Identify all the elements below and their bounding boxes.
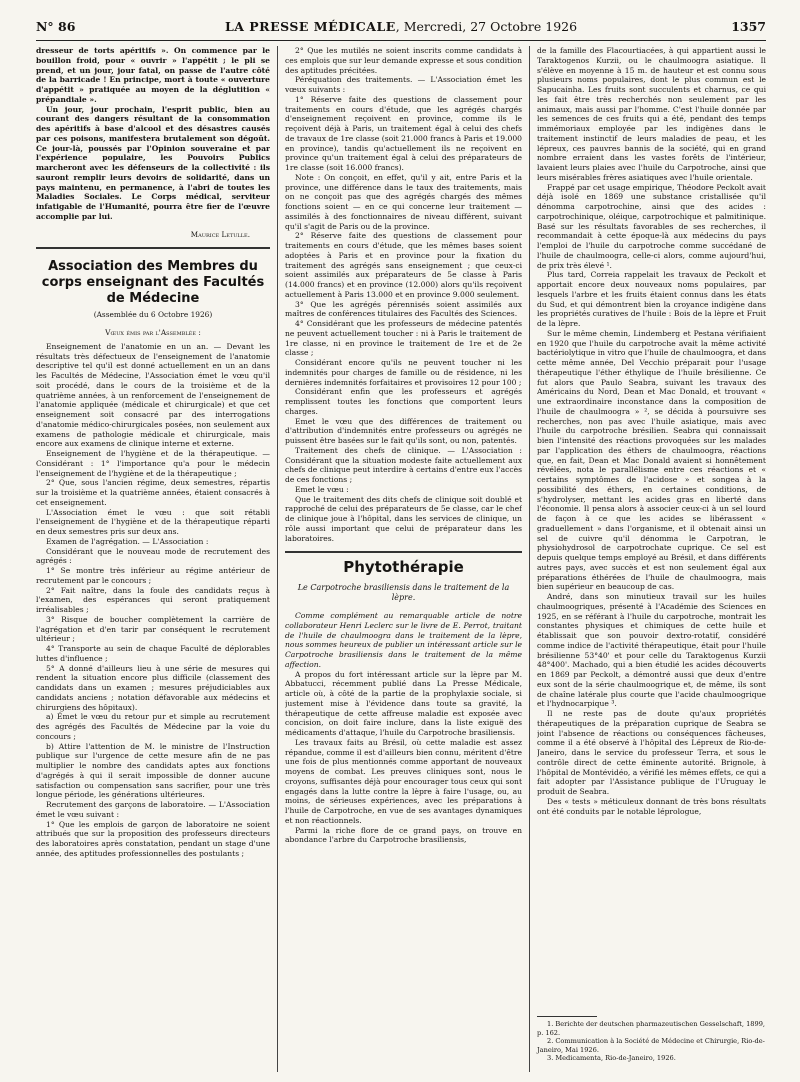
paragraph: 2° Fait naître, dans la foule des candidats reçus à l'examen, des espérances qui seront pratiquement irréalisables ; bbox=[36, 585, 270, 614]
paragraph: 3° Que les agrégés pérennisés soient assimilés aux maîtres de conférences titulaires des Facultés des Sciences. bbox=[285, 299, 522, 319]
column-2 bbox=[285, 46, 522, 1066]
paragraph: de la famille des Flacourtiacées, à qui appartient aussi le Taraktogenos Kurzii, ou le chaulmoogra asiatique. Il s'élève en moyenne à 15 m. de hauteur et est connu sous plusieurs noms populaires, dont le plus commun est le Sapucainha. Les fruits sont succulents et charnus, ce qui les fait être très recherchés non seulement par les animaux, mais aussi par l'homme. C'est l'huile donnée par les semences de ces fruits qui a été, pendant des temps immémoriaux employée par les indigènes dans le traitement instinctif de leurs maladies de peau, et les lépreux, ces pauvres bannis de la société, qui en grand nombre erraient dans les vastes forêts de l'intérieur, lavaient leurs plaies avec l'huile du Carpotroche, ainsi que leurs misérables frères asiatiques avec l'huile orientale. bbox=[537, 46, 766, 182]
section-title: Association des Membres du corps enseignant des Facultés de Médecine bbox=[41, 259, 265, 307]
paragraph: Péréquation des traitements. — L'Association émet les vœux suivants : bbox=[285, 75, 522, 94]
paragraph: Des « tests » méticuleux donnant de très bons résultats ont été conduits par le notable léprologue, bbox=[537, 796, 766, 816]
paragraph: Sur le même chemin, Lindemberg et Pestana vérifiaient en 1920 que l'huile du carpotroche avait la même activité bactériolytique in vitro que l'huile de chaulmoogra, et dans cette même année, Del Vecchio préparait pour l'usage thérapeutique l'éther éthylique de l'huile brésilienne. Ce fut alors que Paulo Seabra, suivant les travaux des Américains du Nord, Dean et Mac Donald, et trouvant « une extraordinaire inconstance dans la composition de l'huile de chaulmoogra » ², se décida à poursuivre ses recherches, non pas avec l'huile asiatique, mais avec l'huile du carpotroche brésilien. Seabra qui connaissait bien l'intensité des réactions provoquées sur les malades par l'application des éthers de chaulmoogra, réactions que, en fait, Dean et Mac Donald avaient si honnêtement révélées, nota le parallélisme entre ces réactions et « certains symptômes de l'acidose » et songea à la possibilité des éthers, en certaines conditions, de s'hydrolyser, mettant les acides gras en liberté dans l'économie. Il pensa alors à associer ceux-ci à un sel lourd de façon à ce que les acides se libérassent « graduellement » dans l'organisme, et il obtenait ainsi un sel de cuivre qu'il dénomma le Carpotran, le physiohydrosol de carpotrochate cuprique. Ce sel est depuis quelque temps employé au Brésil, et dans différents autres pays, avec succès et est non seulement égal aux préparations éthérées de l'huile de chaulmoogra, mais bien supérieur en beaucoup de cas. bbox=[537, 328, 766, 592]
paragraph: Il ne reste pas de doute qu'aux propriétés thérapeutiques de la préparation cuprique de Seabra se joint l'absence de réactions ou conséquences fâcheuses, comme il a été observé à l'hôpital des Lépreux de Rio-de-Janeiro, dans le service du professeur Terra, et sous le contrôle direct de cette éminente autorité. Brignole, à l'hôpital de Montévidéo, a vérifié les mêmes effets, ce qui a fait adopter par l'Assistance publique de l'Uruguay le produit de Seabra. bbox=[537, 709, 766, 796]
paragraph: Plus tard, Correia rappelait les travaux de Peckolt et apportait encore deux nouveaux noms populaires, par lesquels l'arbre et les fruits étaient connus dans les états du Sud, et qui démontrent bien la croyance indigène dans les propriétés curatives de l'huile : Bois de la lèpre et Fruit de la lèpre. bbox=[537, 270, 766, 328]
paragraph: A propos du fort intéressant article sur la lèpre par M. Abbatucci, récemment publié dans La Presse Médicale, article où, à côté de la partie de la prophylaxie sociale, si justement mise à l'évidence dans toute sa gravité, la thérapeutique de cette affreuse maladie est exposée avec concision, on doit faire inclure, dans la liste exiguë des médicaments d'attaque, l'huile du Carpotroche brasiliensis. bbox=[285, 669, 522, 737]
journal-title: LA PRESSE MÉDICALE bbox=[224, 19, 396, 34]
paragraph: Les travaux faits au Brésil, où cette maladie est assez répandue, comme il est d'ailleurs bien connu, méritent d'être une fois de plus mentionnés comme apportant de nouveaux moyens de combat. Les preuves cliniques sont, nous le croyons, suffisantes déjà pour encourager tous ceux qui sont engagés dans la lutte contre la lèpre à faire l'usage, ou, au moins, de sérieuses expériences, avec les préparations à l'huile de Carpotroche, en vue de ses avantages dynamiques et non réactionnels. bbox=[285, 737, 522, 825]
footnote-rule bbox=[537, 1016, 597, 1017]
author-signature: Maurice Letulle. bbox=[190, 229, 250, 239]
paragraph: Traitement des chefs de clinique. — L'Association : Considérant que la situation modeste faite actuellement aux chefs de clinique peut interdire à certains d'entre eux l'accès de ces fonctions ; bbox=[285, 445, 522, 484]
paragraph: a) Émet le vœu du retour pur et simple au recrutement des agrégés des Facultés de Médecine par la voie du concours ; bbox=[36, 712, 270, 741]
paragraph: Parmi la riche flore de ce grand pays, on trouve en abondance l'arbre du Carpotroche brasiliensis, bbox=[285, 825, 522, 845]
section-rule bbox=[285, 551, 522, 553]
paragraph: 2° Que les mutilés ne soient inscrits comme candidats à ces emplois que sur leur demande expresse et sous condition des aptitudes précitées. bbox=[285, 46, 522, 75]
section-title: Phytothérapie bbox=[343, 558, 464, 577]
paragraph: Considérant enfin que les professeurs et agrégés remplissent toutes les fonctions que comportent leurs charges. bbox=[285, 387, 522, 416]
paragraph: 4° Transporte au sein de chaque Faculté de déplorables luttes d'influence ; bbox=[36, 644, 270, 663]
page-number: 1357 bbox=[731, 19, 766, 34]
paragraph: Emet le vœu que des différences de traitement ou d'attribution d'indemnités entre professeurs ou agrégés ne puissent être basées sur le fait qu'ils sont, ou non, patentés. bbox=[285, 416, 522, 445]
paragraph: dresseur de torts apéritifs ». On commence par le bouillon froid, pour « ouvrir » l'appétit ; le pli se prend, et un jour, jour fatal, on passe de l'autre côté de la barricade ! En principe, mort à toute « ouverture d'appétit » pratiquée au moyen de la déglutition « prépandiale ». bbox=[36, 46, 270, 104]
paragraph: L'Association émet le vœu : que soit rétabli l'enseignement de l'hygiène et de la thérapeutique réparti en deux semestres pris sur deux ans. bbox=[36, 507, 270, 536]
paragraph: Examen de l'agrégation. — L'Association : bbox=[46, 536, 209, 546]
footnote: 1. Berichte der deutschen pharmazeutischen Gesselschaft, 1899, p. 162. bbox=[537, 1020, 765, 1037]
paragraph: Enseignement de l'anatomie en un an. — Devant les résultats très défectueux de l'enseignement de l'anatomie descriptive tel qu'il est donné actuellement en un an dans les Facultés de Médecine, l'Association émet le vœu qu'il soit procédé, dans le cours de la troisième et de la quatrième années, à un renforcement de l'enseignement de l'anatomie appliquée (médicale et chirurgicale) et que cet enseignement soit consacré par des interrogations d'anatomie médico-chirurgicales posées, non seulement aux examens de pathologie médicale et chirurgicale, mais encore aux examens de clinique interne et externe. bbox=[36, 341, 270, 449]
footnote: 2. Communication à la Société de Médecine et Chirurgie, Rio-de-Janeiro, Mai 1926. bbox=[537, 1037, 765, 1054]
paragraph: Emet le vœu : bbox=[295, 484, 349, 494]
article-intro: Comme complément au remarquable article de notre collaborateur Henri Leclerc sur le livre de E. Perrot, traitant de l'huile de chaulmoogra dans le traitement de la lèpre, nous sommes heureux de publier un intéressant article sur le Carpotroche brasiliensis dans le traitement de la même affection. bbox=[285, 611, 522, 669]
paragraph: 1° Réserve faite des questions de classement pour traitements en cours d'étude, que les agrégés chargés d'enseignement reçoivent en province, comme ils le reçoivent déjà à Paris, un traitement égal à celui des chefs de travaux de 1re classe (soit 21.000 francs à Paris et 19.000 en province), tandis qu'actuellement ils ne reçoivent en province qu'un traitement égal à celui des préparateurs de 1re classe (soit 16.000 francs). bbox=[285, 94, 522, 172]
paragraph: Un jour, jour prochain, l'esprit public, bien au courant des dangers résultant de la consommation des apéritifs à base d'alcool et des désastres causés par ces poisons, manifestera brutalement son dégoût. Ce jour-là, poussés par l'Opinion souveraine et par l'expérience populaire, les Pouvoirs Publics marcheront avec les défenseurs de la collectivité : ils sauront remplir leurs devoirs de solidarité, dans un pays maintenu, en permanence, à l'abri de toutes les Maladies Sociales. Le Corps médical, serviteur infatigable de l'Humanité, pourra être fier de l'œuvre accomplie par lui. bbox=[36, 104, 270, 221]
footnote: 3. Medicamenta, Rio-de-Janeiro, 1926. bbox=[547, 1054, 676, 1063]
issue-date: , Mercredi, 27 Octobre 1926 bbox=[395, 19, 578, 34]
column-1 bbox=[36, 46, 270, 1066]
paragraph: 1° Que les emplois de garçon de laboratoire ne soient attribués que sur la proposition des professeurs directeurs des laboratoires après constatation, pendant un stage d'une année, des aptitudes professionnelles des postulants ; bbox=[36, 819, 270, 858]
paragraph: 3° Risque de boucher complètement la carrière de l'agrégation et d'en tarir par conséquent le recrutement ultérieur ; bbox=[36, 614, 270, 644]
paragraph: 5° A donné d'ailleurs lieu à une série de mesures qui rendent la situation encore plus difficile (classement des candidats dans un examen ; mesures préjudiciables aux candidats anciens ; notation défavorable aux médecins et chirurgiens des hôpitaux). bbox=[36, 663, 270, 712]
column-divider bbox=[529, 46, 530, 1072]
paragraph: Frappé par cet usage empirique, Théodore Peckolt avait déjà isolé en 1869 une substance cristallisée qu'il dénomma carpotrochine, ainsi que des acides : carpotrochinique, oléique, carpotrochique et palmitinique. Basé sur les résultats favorables de ses recherches, il recommandait à cette époque-là aux médecins du pays l'emploi de l'huile du carpotroche comme succédané de l'huile de chaulmoogra, celle-ci alors, comme aujourd'hui, de prix très élevé ¹. bbox=[537, 182, 766, 270]
header-rule bbox=[36, 40, 766, 41]
section-rule bbox=[36, 247, 270, 249]
journal-masthead bbox=[36, 19, 766, 34]
page-header bbox=[36, 16, 766, 38]
paragraph: 2° Que, sous l'ancien régime, deux semestres, répartis sur la troisième et la quatrième années, étaient consacrés à cet enseignement. bbox=[36, 478, 270, 507]
paragraph: 4° Considérant que les professeurs de médecine patentés ne peuvent actuellement toucher : ni à Paris le traitement de 1re classe, ni en province le traitement de 1re et de 2e classe ; bbox=[285, 319, 522, 358]
paragraph: Que le traitement des dits chefs de clinique soit doublé et rapproché de celui des préparateurs de 5e classe, car le chef de clinique joue à l'hôpital, dans les services de clinique, un rôle aussi important que celui de préparateur dans les laboratoires. bbox=[285, 494, 522, 543]
column-3 bbox=[537, 46, 766, 1011]
article-title: Le Carpotroche brasiliensis dans le traitement de la lèpre. bbox=[297, 583, 510, 602]
issue-number: N° 86 bbox=[36, 19, 76, 34]
paragraph: Enseignement de l'hygiène et de la thérapeutique. — Considérant : 1° l'importance qu'a pour le médecin l'enseignement de l'hygiène et de la thérapeutique ; bbox=[36, 449, 270, 478]
paragraph: Considérant encore qu'ils ne peuvent toucher ni les indemnités pour charges de famille ou de résidence, ni les dernières indemnités forfaitaires et provisoires 12 pour 100 ; bbox=[285, 358, 522, 387]
paragraph: Note : On conçoit, en effet, qu'il y ait, entre Paris et la province, une différence dans le taux des traitements, mais on ne conçoit pas que des agrégés chargés des mêmes fonctions soient — en ce qui concerne leur traitement — assimilés à des fonctionnaires de niveau différent, suivant qu'il s'agit de Paris ou de la province. bbox=[285, 172, 522, 231]
footnotes bbox=[537, 1016, 766, 1063]
subsection-heading: Vœux émis par l'Assemblée : bbox=[105, 328, 201, 337]
paragraph: 2° Réserve faite des questions de classement pour traitements en cours d'étude, que les mêmes bases soient adoptées à Paris et en province pour la fixation du traitement des agrégés sans enseignement ; que ceux-ci soient assimilés aux préparateurs de 5e classe à Paris (14.000 francs) et en province (12.000) alors qu'ils reçoivent actuellement à Paris 13.000 et en province 9.000 seulement. bbox=[285, 231, 522, 299]
paragraph: Considérant que le nouveau mode de recrutement des agrégés : bbox=[36, 546, 270, 566]
paragraph: b) Attire l'attention de M. le ministre de l'Instruction publique sur l'urgence de cette mesure afin de ne pas multiplier le nombre des candidats aptes aux fonctions d'agrégés à qui il serait impossible de donner aucune satisfaction ou compensation sans sacrifier, pour une très longue période, les générations ultérieures. bbox=[36, 741, 270, 800]
paragraph: André, dans son minutieux travail sur les huiles chaulmoogriques, présenté à l'Académie des Sciences en 1925, en se référant à l'huile du carpotroche, montrait les constantes physiques et chimiques de cette huile et établissait que son pouvoir dextro-rotatif, considéré comme indice de l'activité thérapeutique, était pour l'huile brésilienne 53°40' et pour celle du Taraktogenus Kurzii 48°400'. Machado, qui a bien étudié les acides découverts en 1869 par Peckolt, a démontré aussi que deux d'entre eux sont de la série chaulmoogrique et, de même, ils sont de chaîne latérale plus courte que l'acide chaulmoogrique et l'hydnocarpique ³. bbox=[537, 592, 766, 709]
section-subtitle: (Assemblée du 6 Octobre 1926) bbox=[93, 310, 213, 320]
column-divider bbox=[277, 46, 278, 1072]
paragraph: 1° Se montre très inférieur au régime antérieur de recrutement par le concours ; bbox=[36, 566, 270, 585]
paragraph: Recrutement des garçons de laboratoire. — L'Association émet le vœu suivant : bbox=[36, 800, 270, 819]
